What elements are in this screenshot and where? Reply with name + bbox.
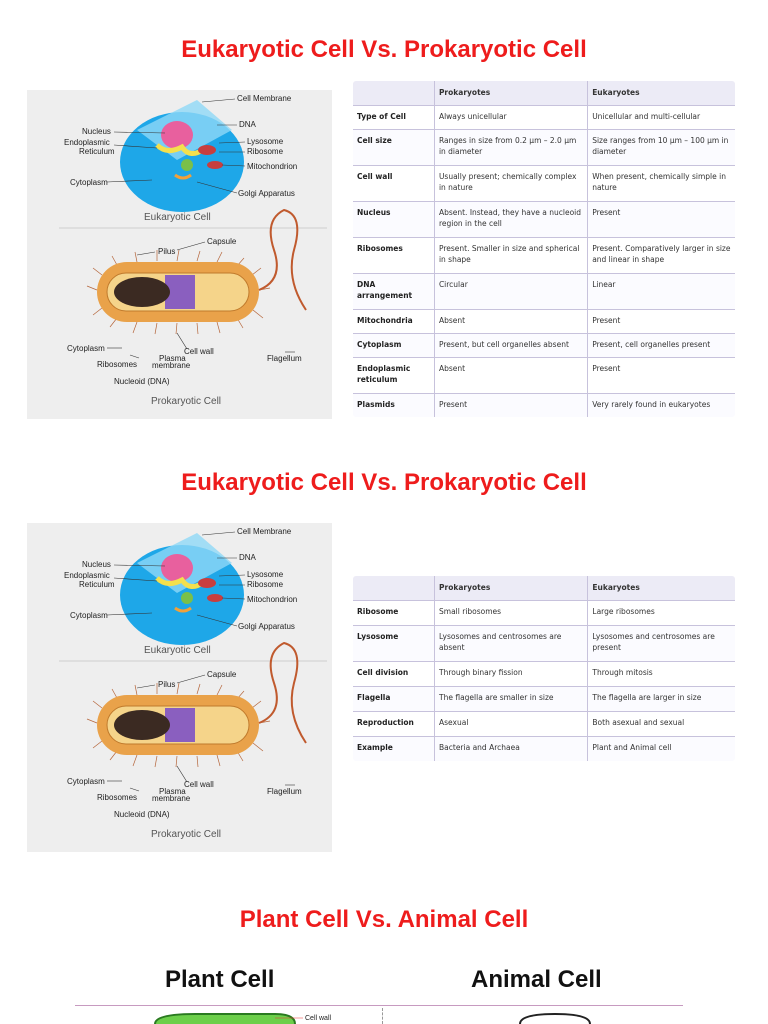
label-ribosomes: Ribosomes [97,360,138,369]
row-header-cell: Ribosome [353,601,435,626]
label-pilus: Pilus [158,680,176,689]
table-cell: Plant and Animal cell [588,737,736,762]
table-cell: Size ranges from 10 μm – 100 μm in diameter [588,130,736,166]
mitochondrion-shape-2 [207,594,223,602]
mitochondrion-shape-2 [207,161,223,169]
table-header-cell [353,81,435,106]
row-header-cell: Plasmids [353,394,435,418]
row-header-cell: Nucleus [353,202,435,238]
table-header-cell: Eukaryotes [588,576,736,601]
table-cell: Present [588,358,736,394]
table-header-cell: Eukaryotes [588,81,736,106]
table-row [353,712,736,737]
table-row [353,334,736,358]
preview-svg [75,1010,683,1024]
table-row [353,202,736,238]
comparison-table-1 [352,80,736,418]
label-cell-wall: Cell wall [184,347,214,356]
table-cell: Lysosomes and centrosomes are present [588,626,736,662]
table-body [353,601,736,762]
table-row [353,106,736,130]
flagellum-shape [259,210,306,310]
row-header-cell: Cytoplasm [353,334,435,358]
row-header-cell: Cell division [353,662,435,687]
plant-cell-heading: Plant Cell [165,966,275,993]
table-row [353,238,736,274]
row-header-cell: Example [353,737,435,762]
label-flagellum: Flagellum [267,787,302,796]
table-cell: Present [588,202,736,238]
label-mitochondrion: Mitochondrion [247,595,298,604]
table-cell: Absent. Instead, they have a nucleoid region in the cell [434,202,587,238]
label-lysosome: Lysosome [247,570,284,579]
nucleus-shape [161,554,193,582]
row-header-cell: Type of Cell [353,106,435,130]
table-cell: Both asexual and sexual [588,712,736,737]
label-pilus: Pilus [158,247,176,256]
label-ribosomes: Ribosomes [97,793,138,802]
label-cell-wall: Cell wall [184,780,214,789]
section-title-3: Plant Cell Vs. Animal Cell [239,906,529,933]
nucleus-shape [161,121,193,149]
table-cell: Present [434,394,587,418]
label-reticulum: Reticulum [79,580,115,589]
label-capsule: Capsule [207,670,237,679]
table-cell: Through mitosis [588,662,736,687]
table-cell: Absent [434,310,587,334]
table-row [353,310,736,334]
label-nucleoid: Nucleoid (DNA) [114,810,170,819]
cell-diagram-2 [27,523,332,852]
table-cell: Through binary fission [435,662,588,687]
heading-underline [75,1005,683,1006]
table-row [353,662,736,687]
label-plant-cell-wall: Cell wall [305,1015,332,1022]
table-row [353,687,736,712]
table-cell: When present, chemically simple in nature [588,166,736,202]
comparison-table-2 [352,575,736,762]
label-plasma: Plasma [159,787,186,796]
section-title-2: Eukaryotic Cell Vs. Prokaryotic Cell [181,469,587,496]
animal-cell-heading: Animal Cell [471,966,602,993]
table-cell: The flagella are larger in size [588,687,736,712]
cell-diagram-svg [27,523,332,852]
table-body [353,106,736,418]
flagellum-shape [259,643,306,743]
plant-cell-wall-shape [155,1014,295,1024]
plant-animal-headings [75,966,683,1006]
label-dna: DNA [239,120,256,129]
mitochondrion-shape-1 [198,145,216,155]
label-cell-membrane: Cell Membrane [237,527,292,536]
label-mitochondrion: Mitochondrion [247,162,298,171]
label-plasma: Plasma [159,354,186,363]
label-membrane: membrane [152,794,191,803]
label-golgi: Golgi Apparatus [238,189,295,198]
label-pro-cytoplasm: Cytoplasm [67,344,105,353]
label-ribosome: Ribosome [247,147,284,156]
row-header-cell: Ribosomes [353,238,435,274]
label-cell-membrane: Cell Membrane [237,94,292,103]
table-row [353,274,736,310]
table-cell: Unicellular and multi-cellular [588,106,736,130]
table-cell: Circular [434,274,587,310]
eukaryotic-caption: Eukaryotic Cell [144,645,211,656]
label-nucleus: Nucleus [82,560,111,569]
table-cell: Present. Smaller in size and spherical in shape [434,238,587,274]
nucleoid-shape [114,277,170,307]
plant-animal-preview [75,1010,683,1024]
row-header-cell: Lysosome [353,626,435,662]
label-nucleoid: Nucleoid (DNA) [114,377,170,386]
cell-diagram-svg [27,90,332,419]
table-row [353,358,736,394]
table-cell: Ranges in size from 0.2 μm – 2.0 μm in diameter [434,130,587,166]
label-endoplasmic: Endoplasmic [64,571,110,580]
label-flagellum: Flagellum [267,354,302,363]
row-header-cell: Flagella [353,687,435,712]
table-cell: Bacteria and Archaea [435,737,588,762]
row-header-cell: Mitochondria [353,310,435,334]
mitochondrion-shape-1 [198,578,216,588]
table-row [353,394,736,418]
table-header-cell [353,576,435,601]
table-row [353,737,736,762]
table-row [353,130,736,166]
label-golgi: Golgi Apparatus [238,622,295,631]
eukaryotic-caption: Eukaryotic Cell [144,212,211,223]
table-cell: Present, but cell organelles absent [434,334,587,358]
table-header-cell: Prokaryotes [435,576,588,601]
label-cytoplasm: Cytoplasm [70,178,108,187]
label-lysosome: Lysosome [247,137,284,146]
row-header-cell: Cell wall [353,166,435,202]
table-cell: Absent [434,358,587,394]
table-row [353,626,736,662]
table-header-row [353,576,736,601]
table-cell: Small ribosomes [435,601,588,626]
section-title-1: Eukaryotic Cell Vs. Prokaryotic Cell [181,36,587,63]
table-cell: Lysosomes and centrosomes are absent [435,626,588,662]
prokaryotic-caption: Prokaryotic Cell [151,829,222,840]
table-row [353,601,736,626]
table-cell: Asexual [435,712,588,737]
table-cell: Always unicellular [434,106,587,130]
row-header-cell: Endoplasmic reticulum [353,358,435,394]
lysosome-shape [181,592,193,604]
table-cell: Present. Comparatively larger in size and linear in shape [588,238,736,274]
table-cell: Linear [588,274,736,310]
table-header-row [353,81,736,106]
prokaryotic-caption: Prokaryotic Cell [151,396,222,407]
label-membrane: membrane [152,361,191,370]
table-cell: Present [588,310,736,334]
row-header-cell: DNA arrangement [353,274,435,310]
label-capsule: Capsule [207,237,237,246]
table-cell: The flagella are smaller in size [435,687,588,712]
table-header-cell: Prokaryotes [434,81,587,106]
animal-cell-outline [520,1014,590,1024]
table-cell: Present, cell organelles present [588,334,736,358]
nucleoid-shape [114,710,170,740]
lysosome-shape [181,159,193,171]
table-row [353,166,736,202]
label-reticulum: Reticulum [79,147,115,156]
table-cell: Very rarely found in eukaryotes [588,394,736,418]
label-ribosome: Ribosome [247,580,284,589]
label-cytoplasm: Cytoplasm [70,611,108,620]
label-endoplasmic: Endoplasmic [64,138,110,147]
row-header-cell: Cell size [353,130,435,166]
label-nucleus: Nucleus [82,127,111,136]
row-header-cell: Reproduction [353,712,435,737]
label-pro-cytoplasm: Cytoplasm [67,777,105,786]
label-dna: DNA [239,553,256,562]
table-cell: Usually present; chemically complex in nature [434,166,587,202]
table-cell: Large ribosomes [588,601,736,626]
cell-diagram-1 [27,90,332,419]
